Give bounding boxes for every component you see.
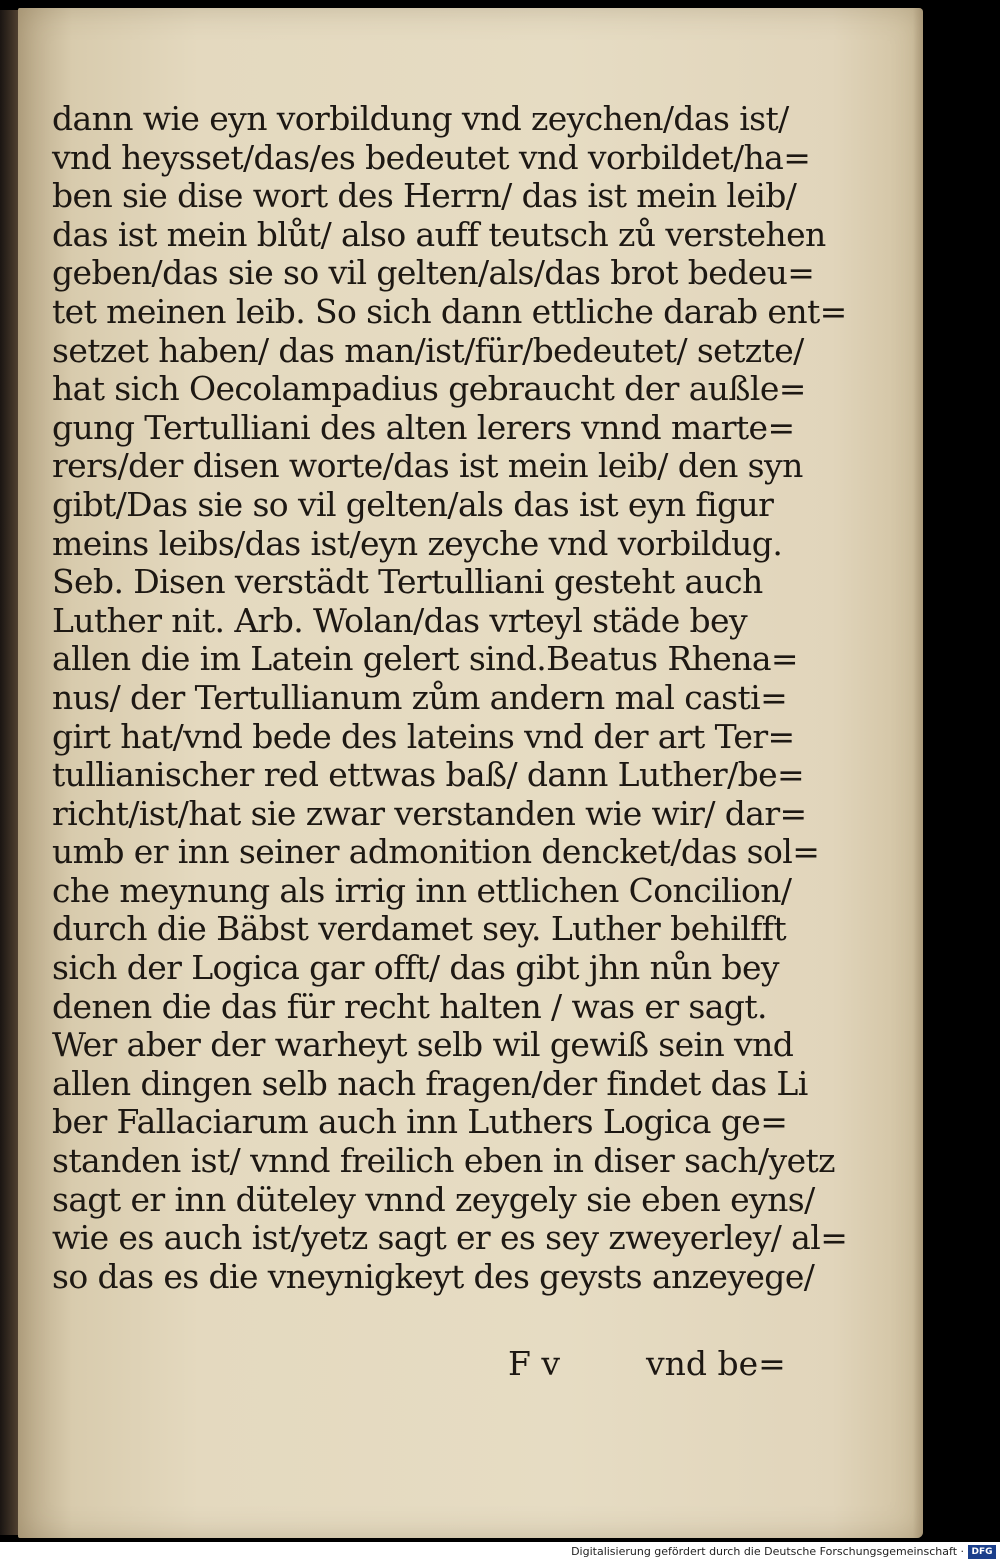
text-line: Luther nit. Arb. Wolan/das vrteyl städe bey: [52, 600, 748, 640]
footer-bar: [0, 1542, 1000, 1562]
text-line: standen ist/ vnnd freilich eben in diser sach/yetz: [52, 1141, 835, 1181]
page-edge-shadow: [913, 8, 923, 1538]
text-line: so das es die vneynigkeyt des geysts anzeyege/: [52, 1256, 815, 1296]
text-line: ben sie dise wort des Herrn/ das ist mein leib/: [52, 176, 797, 216]
catchword: vnd be=: [646, 1344, 786, 1383]
text-line: durch die Bäbst verdamet sey. Luther behilfft: [52, 909, 787, 949]
text-block: [52, 99, 848, 1296]
text-line: rers/der disen worte/das ist mein leib/ den syn: [52, 446, 803, 486]
text-line: hat sich Oecolampadius gebraucht der außle=: [52, 369, 806, 409]
text-line: richt/ist/hat sie zwar verstanden wie wir/ dar=: [52, 793, 807, 833]
text-line: nus/ der Tertullianum zům andern mal casti=: [52, 677, 788, 717]
dfg-logo: DFG: [968, 1545, 996, 1559]
text-line: girt hat/vnd bede des lateins vnd der art Ter=: [52, 716, 795, 756]
book-page: [18, 8, 923, 1538]
text-line: gibt/Das sie so vil gelten/als das ist eyn figur: [52, 484, 774, 524]
funding-credit: Digitalisierung gefördert durch die Deutsche Forschungsgemeinschaft ·: [571, 1545, 964, 1558]
text-line: Wer aber der warheyt selb wil gewiß sein vnd: [52, 1025, 794, 1065]
text-line: gung Tertulliani des alten lerers vnnd marte=: [52, 407, 795, 447]
text-line: tet meinen leib. So sich dann ettliche darab ent=: [52, 291, 847, 331]
text-line: ber Fallaciarum auch inn Luthers Logica ge=: [52, 1102, 788, 1142]
text-line: Seb. Disen verstädt Tertulliani gesteht auch: [52, 562, 763, 602]
text-line: geben/das sie so vil gelten/als/das brot bedeu=: [52, 253, 815, 293]
signature-mark: F v: [508, 1344, 561, 1383]
catchline: [508, 1344, 788, 1384]
text-line: das ist mein blůt/ also auff teutsch zů verstehen: [52, 214, 826, 254]
text-line: setzet haben/ das man/ist/für/bedeutet/ setzte/: [52, 330, 804, 370]
text-line: tullianischer red ettwas baß/ dann Luther/be=: [52, 755, 805, 795]
text-line: wie es auch ist/yetz sagt er es sey zweyerley/ al=: [52, 1218, 848, 1258]
text-line: denen die das für recht halten / was er sagt.: [52, 986, 767, 1026]
text-line: dann wie eyn vorbildung vnd zeychen/das ist/: [52, 99, 789, 138]
text-line: che meynung als irrig inn ettlichen Concilion/: [52, 870, 792, 910]
text-line: meins leibs/das ist/eyn zeyche vnd vorbildug.: [52, 523, 783, 563]
text-line: sagt er inn düteley vnnd zeygely sie eben eyns/: [52, 1179, 815, 1219]
text-line: allen dingen selb nach fragen/der findet das Li: [52, 1063, 808, 1103]
text-line: vnd heysset/das/es bedeutet vnd vorbildet/ha=: [52, 137, 811, 177]
text-line: umb er inn seiner admonition dencket/das sol=: [52, 832, 820, 872]
text-line: allen die im Latein gelert sind.Beatus Rhena=: [52, 639, 798, 679]
text-line: sich der Logica gar offt/ das gibt jhn nůn bey: [52, 948, 779, 988]
